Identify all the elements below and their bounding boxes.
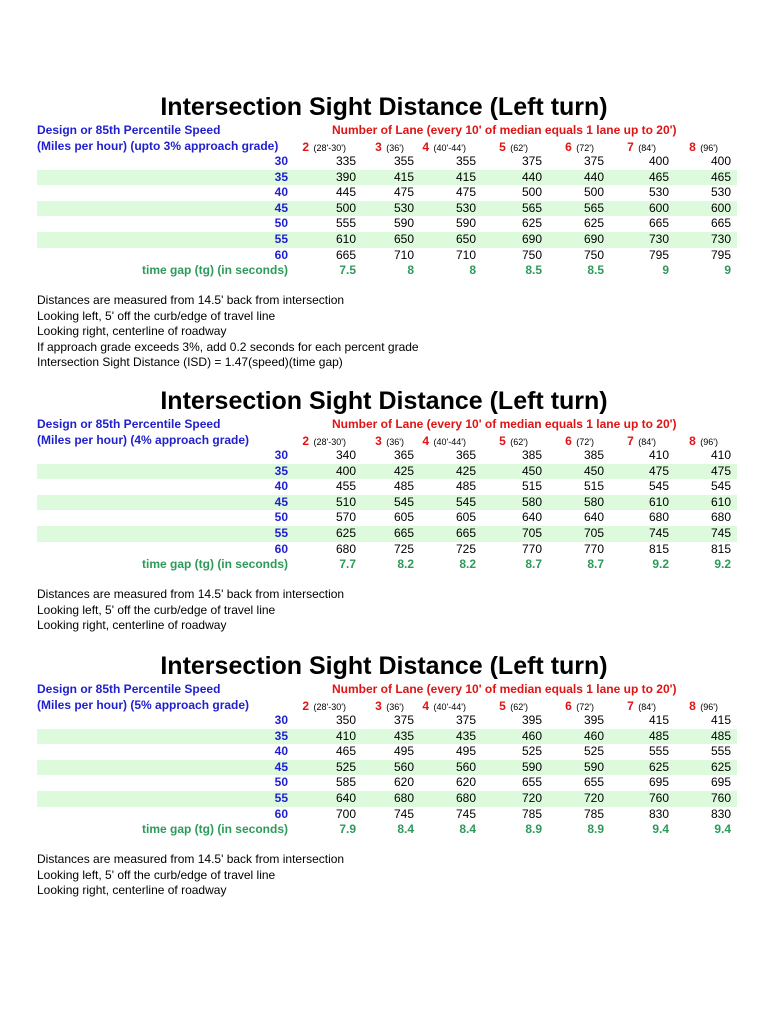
lane-number: 3 <box>375 699 382 713</box>
distance-cell: 515 <box>583 479 604 494</box>
distance-cell: 745 <box>648 525 669 540</box>
time-gap-cell: 8.7 <box>525 557 542 572</box>
distance-cell: 440 <box>583 169 604 184</box>
distance-cell: 455 <box>335 479 356 494</box>
distance-cell: 545 <box>393 494 414 509</box>
speed-value: 55 <box>274 525 288 540</box>
distance-cell: 570 <box>335 510 356 525</box>
speed-value: 45 <box>274 494 288 509</box>
distance-cell: 665 <box>648 216 669 231</box>
distance-cell: 410 <box>710 448 731 462</box>
distance-cell: 390 <box>335 169 356 184</box>
time-gap-row <box>37 263 737 279</box>
distance-cell: 385 <box>583 448 604 462</box>
distance-cell: 680 <box>393 790 414 805</box>
lane-width: (62') <box>510 143 528 153</box>
distance-cell: 355 <box>393 154 414 168</box>
lane-number: 7 <box>627 699 634 713</box>
table-row <box>37 526 737 542</box>
section-title: Intersection Sight Distance (Left turn) <box>160 93 608 121</box>
table-row <box>37 464 737 480</box>
lane-number: 5 <box>499 699 506 713</box>
distance-cell: 475 <box>393 185 414 200</box>
distance-cell: 555 <box>335 216 356 231</box>
lane-width: (84') <box>638 143 656 153</box>
distance-cell: 680 <box>455 790 476 805</box>
distance-table <box>37 448 737 573</box>
distance-cell: 730 <box>648 231 669 246</box>
distance-cell: 730 <box>710 231 731 246</box>
distance-cell: 475 <box>455 185 476 200</box>
distance-cell: 705 <box>521 525 542 540</box>
lane-width: (72') <box>576 143 594 153</box>
lane-count-header: Number of Lane (every 10' of median equals 1 lane up to 20') <box>332 123 677 137</box>
time-gap-row <box>37 557 737 573</box>
note-line: If approach grade exceeds 3%, add 0.2 seconds for each percent grade <box>37 339 419 354</box>
distance-cell: 410 <box>648 448 669 462</box>
speed-value: 50 <box>274 216 288 231</box>
distance-cell: 545 <box>648 479 669 494</box>
note-line: Intersection Sight Distance (ISD) = 1.47(speed)(time gap) <box>37 355 343 369</box>
lane-width: (96') <box>700 143 718 153</box>
distance-cell: 590 <box>583 759 604 774</box>
distance-cell: 605 <box>393 510 414 525</box>
lane-number: 7 <box>627 140 634 154</box>
distance-cell: 560 <box>455 759 476 774</box>
notes <box>37 852 344 899</box>
distance-cell: 495 <box>455 744 476 759</box>
distance-cell: 700 <box>335 806 356 821</box>
table-row <box>37 760 737 776</box>
distance-table <box>37 713 737 838</box>
distance-cell: 785 <box>583 806 604 821</box>
distance-cell: 725 <box>393 541 414 556</box>
speed-value: 60 <box>274 806 288 821</box>
distance-cell: 610 <box>648 494 669 509</box>
distance-cell: 530 <box>455 200 476 215</box>
distance-cell: 395 <box>583 713 604 727</box>
distance-cell: 515 <box>521 479 542 494</box>
distance-cell: 665 <box>393 525 414 540</box>
table-row <box>37 744 737 760</box>
speed-value: 35 <box>274 463 288 478</box>
distance-cell: 705 <box>583 525 604 540</box>
lane-width: (40'-44') <box>433 437 466 447</box>
speed-label: Design or 85th Percentile Speed <box>37 682 221 696</box>
time-gap-cell: 8 <box>469 263 476 278</box>
note-line: Looking left, 5' off the curb/edge of travel line <box>37 602 276 617</box>
time-gap-cell: 9 <box>662 263 669 278</box>
distance-cell: 415 <box>710 713 731 727</box>
distance-table <box>37 154 737 279</box>
distance-cell: 830 <box>710 806 731 821</box>
distance-cell: 785 <box>521 806 542 821</box>
lane-width: (36') <box>386 702 404 712</box>
distance-cell: 610 <box>335 231 356 246</box>
speed-value: 40 <box>274 185 288 200</box>
table-row <box>37 542 737 558</box>
grade-label: (Miles per hour) (upto 3% approach grade) <box>37 139 279 153</box>
lane-number: 3 <box>375 434 382 448</box>
time-gap-cell: 8.9 <box>587 822 604 837</box>
distance-cell: 795 <box>710 247 731 262</box>
table-row <box>37 185 737 201</box>
speed-value: 30 <box>274 154 288 168</box>
distance-cell: 655 <box>583 775 604 790</box>
speed-value: 55 <box>274 790 288 805</box>
distance-cell: 625 <box>521 216 542 231</box>
lane-number: 8 <box>689 140 696 154</box>
distance-cell: 475 <box>648 463 669 478</box>
distance-cell: 560 <box>393 759 414 774</box>
time-gap-cell: 8.4 <box>397 822 414 837</box>
distance-cell: 545 <box>710 479 731 494</box>
lane-number: 2 <box>302 434 310 448</box>
distance-cell: 460 <box>583 728 604 743</box>
distance-cell: 500 <box>521 185 542 200</box>
time-gap-cell: 9.4 <box>652 822 669 837</box>
grade-label: (Miles per hour) (4% approach grade) <box>37 433 250 447</box>
distance-cell: 375 <box>455 713 476 727</box>
distance-cell: 720 <box>521 790 542 805</box>
lane-width: (28'-30') <box>313 437 346 447</box>
table-row <box>37 154 737 170</box>
note-line: Looking right, centerline of roadway <box>37 618 227 632</box>
distance-cell: 485 <box>710 728 731 743</box>
time-gap-cell: 8.2 <box>459 557 476 572</box>
distance-cell: 465 <box>648 169 669 184</box>
distance-cell: 590 <box>521 759 542 774</box>
time-gap-label: time gap (tg) (in seconds) <box>141 557 288 572</box>
section-title: Intersection Sight Distance (Left turn) <box>160 652 608 680</box>
distance-cell: 525 <box>335 759 356 774</box>
distance-cell: 640 <box>583 510 604 525</box>
distance-cell: 695 <box>710 775 731 790</box>
time-gap-cell: 8.4 <box>459 822 476 837</box>
distance-cell: 435 <box>393 728 414 743</box>
distance-cell: 680 <box>648 510 669 525</box>
lane-number: 3 <box>375 140 382 154</box>
distance-cell: 410 <box>335 728 356 743</box>
lane-width: (96') <box>700 702 718 712</box>
speed-label: Design or 85th Percentile Speed <box>37 417 221 431</box>
table-row <box>37 479 737 495</box>
time-gap-cell: 9.2 <box>652 557 669 572</box>
distance-cell: 665 <box>335 247 356 262</box>
time-gap-cell: 8.9 <box>525 822 542 837</box>
distance-cell: 710 <box>393 247 414 262</box>
lane-width: (62') <box>510 437 528 447</box>
distance-cell: 365 <box>393 448 414 462</box>
time-gap-cell: 7.5 <box>339 263 356 278</box>
lane-number: 7 <box>627 434 634 448</box>
time-gap-cell: 7.9 <box>339 822 356 837</box>
lane-width: (36') <box>386 437 404 447</box>
lane-number: 6 <box>565 434 572 448</box>
distance-cell: 335 <box>335 154 356 168</box>
lane-width: (40'-44') <box>433 702 466 712</box>
table-row <box>37 713 737 729</box>
lane-width: (84') <box>638 437 656 447</box>
distance-cell: 625 <box>335 525 356 540</box>
speed-value: 40 <box>274 479 288 494</box>
distance-cell: 690 <box>521 231 542 246</box>
lane-width: (72') <box>576 437 594 447</box>
distance-cell: 425 <box>393 463 414 478</box>
distance-cell: 580 <box>583 494 604 509</box>
speed-value: 50 <box>274 510 288 525</box>
lane-width: (28'-30') <box>313 143 346 153</box>
time-gap-label: time gap (tg) (in seconds) <box>141 822 288 837</box>
distance-cell: 625 <box>583 216 604 231</box>
lane-width: (28'-30') <box>313 702 346 712</box>
time-gap-label: time gap (tg) (in seconds) <box>141 263 288 278</box>
note-line: Looking right, centerline of roadway <box>37 883 227 897</box>
distance-cell: 500 <box>583 185 604 200</box>
table-row <box>37 775 737 791</box>
section-title: Intersection Sight Distance (Left turn) <box>160 387 608 415</box>
table-row <box>37 232 737 248</box>
lane-number: 8 <box>689 434 696 448</box>
distance-cell: 465 <box>710 169 731 184</box>
distance-cell: 745 <box>710 525 731 540</box>
distance-cell: 745 <box>455 806 476 821</box>
distance-cell: 565 <box>521 200 542 215</box>
distance-cell: 435 <box>455 728 476 743</box>
distance-cell: 530 <box>648 185 669 200</box>
lane-width: (84') <box>638 702 656 712</box>
note-line: Looking left, 5' off the curb/edge of travel line <box>37 308 276 323</box>
distance-cell: 510 <box>335 494 356 509</box>
distance-cell: 620 <box>455 775 476 790</box>
distance-cell: 640 <box>335 790 356 805</box>
distance-cell: 365 <box>455 448 476 462</box>
lane-number: 5 <box>499 140 506 154</box>
table-row <box>37 448 737 464</box>
table-row <box>37 170 737 186</box>
distance-cell: 375 <box>393 713 414 727</box>
distance-cell: 750 <box>583 247 604 262</box>
lane-number: 4 <box>422 140 430 154</box>
table-row <box>37 216 737 232</box>
distance-cell: 485 <box>393 479 414 494</box>
table-row <box>37 807 737 823</box>
distance-cell: 415 <box>455 169 476 184</box>
distance-cell: 710 <box>455 247 476 262</box>
time-gap-cell: 8 <box>407 263 414 278</box>
distance-cell: 695 <box>648 775 669 790</box>
speed-value: 45 <box>274 759 288 774</box>
time-gap-cell: 8.5 <box>587 263 604 278</box>
distance-cell: 525 <box>583 744 604 759</box>
distance-cell: 830 <box>648 806 669 821</box>
speed-value: 50 <box>274 775 288 790</box>
distance-cell: 770 <box>521 541 542 556</box>
distance-cell: 590 <box>455 216 476 231</box>
distance-cell: 375 <box>583 154 604 168</box>
distance-cell: 485 <box>648 728 669 743</box>
note-line: Looking right, centerline of roadway <box>37 324 227 338</box>
distance-cell: 545 <box>455 494 476 509</box>
distance-cell: 625 <box>648 759 669 774</box>
distance-cell: 475 <box>710 463 731 478</box>
table-row <box>37 510 737 526</box>
lane-number: 4 <box>422 699 430 713</box>
lane-width: (40'-44') <box>433 143 466 153</box>
distance-cell: 815 <box>710 541 731 556</box>
lane-number: 4 <box>422 434 430 448</box>
time-gap-cell: 8.7 <box>587 557 604 572</box>
time-gap-cell: 9.4 <box>714 822 731 837</box>
table-row <box>37 248 737 264</box>
distance-cell: 600 <box>710 200 731 215</box>
distance-cell: 650 <box>393 231 414 246</box>
speed-value: 35 <box>274 169 288 184</box>
distance-cell: 680 <box>710 510 731 525</box>
lane-number: 8 <box>689 699 696 713</box>
distance-cell: 385 <box>521 448 542 462</box>
distance-cell: 565 <box>583 200 604 215</box>
distance-cell: 625 <box>710 759 731 774</box>
time-gap-cell: 8.5 <box>525 263 542 278</box>
distance-cell: 720 <box>583 790 604 805</box>
distance-cell: 445 <box>335 185 356 200</box>
notes <box>37 293 419 371</box>
distance-cell: 640 <box>521 510 542 525</box>
lane-width: (96') <box>700 437 718 447</box>
distance-cell: 665 <box>455 525 476 540</box>
distance-cell: 580 <box>521 494 542 509</box>
distance-cell: 440 <box>521 169 542 184</box>
time-gap-cell: 8.2 <box>397 557 414 572</box>
distance-cell: 795 <box>648 247 669 262</box>
speed-value: 55 <box>274 231 288 246</box>
lane-count-header: Number of Lane (every 10' of median equals 1 lane up to 20') <box>332 682 677 696</box>
distance-cell: 745 <box>393 806 414 821</box>
lane-number: 6 <box>565 699 572 713</box>
distance-cell: 655 <box>521 775 542 790</box>
note-line: Distances are measured from 14.5' back from intersection <box>37 587 345 601</box>
speed-value: 35 <box>274 728 288 743</box>
lane-number: 5 <box>499 434 506 448</box>
distance-cell: 750 <box>521 247 542 262</box>
distance-cell: 725 <box>455 541 476 556</box>
distance-cell: 375 <box>521 154 542 168</box>
distance-cell: 450 <box>583 463 604 478</box>
lane-count-header: Number of Lane (every 10' of median equals 1 lane up to 20') <box>332 417 677 431</box>
distance-cell: 350 <box>335 713 356 727</box>
distance-cell: 650 <box>455 231 476 246</box>
speed-value: 40 <box>274 744 288 759</box>
lane-number: 6 <box>565 140 572 154</box>
distance-cell: 500 <box>335 200 356 215</box>
distance-cell: 690 <box>583 231 604 246</box>
lane-width: (36') <box>386 143 404 153</box>
distance-cell: 770 <box>583 541 604 556</box>
speed-value: 45 <box>274 200 288 215</box>
distance-cell: 395 <box>521 713 542 727</box>
distance-cell: 555 <box>648 744 669 759</box>
distance-cell: 610 <box>710 494 731 509</box>
distance-cell: 760 <box>710 790 731 805</box>
distance-cell: 665 <box>710 216 731 231</box>
distance-cell: 600 <box>648 200 669 215</box>
speed-value: 30 <box>274 713 288 727</box>
speed-label: Design or 85th Percentile Speed <box>37 123 221 137</box>
time-gap-cell: 9 <box>724 263 731 278</box>
distance-cell: 355 <box>455 154 476 168</box>
distance-cell: 415 <box>648 713 669 727</box>
distance-cell: 485 <box>455 479 476 494</box>
note-line: Distances are measured from 14.5' back from intersection <box>37 293 345 307</box>
distance-cell: 400 <box>335 463 356 478</box>
note-line: Distances are measured from 14.5' back from intersection <box>37 852 345 866</box>
distance-cell: 415 <box>393 169 414 184</box>
distance-cell: 400 <box>648 154 669 168</box>
time-gap-row <box>37 822 737 838</box>
lane-number: 2 <box>302 140 310 154</box>
distance-cell: 400 <box>710 154 731 168</box>
lane-width: (62') <box>510 702 528 712</box>
speed-value: 60 <box>274 247 288 262</box>
time-gap-cell: 9.2 <box>714 557 731 572</box>
distance-cell: 530 <box>710 185 731 200</box>
speed-value: 30 <box>274 448 288 462</box>
distance-cell: 590 <box>393 216 414 231</box>
lane-number: 2 <box>302 699 310 713</box>
table-row <box>37 201 737 217</box>
distance-cell: 620 <box>393 775 414 790</box>
distance-cell: 450 <box>521 463 542 478</box>
table-row <box>37 791 737 807</box>
speed-value: 60 <box>274 541 288 556</box>
lane-width: (72') <box>576 702 594 712</box>
distance-cell: 555 <box>710 744 731 759</box>
distance-cell: 425 <box>455 463 476 478</box>
distance-cell: 815 <box>648 541 669 556</box>
distance-cell: 460 <box>521 728 542 743</box>
table-row <box>37 729 737 745</box>
distance-cell: 530 <box>393 200 414 215</box>
distance-cell: 465 <box>335 744 356 759</box>
time-gap-cell: 7.7 <box>339 557 356 572</box>
distance-cell: 495 <box>393 744 414 759</box>
distance-cell: 605 <box>455 510 476 525</box>
distance-cell: 760 <box>648 790 669 805</box>
distance-cell: 585 <box>335 775 356 790</box>
note-line: Looking left, 5' off the curb/edge of travel line <box>37 867 276 882</box>
grade-label: (Miles per hour) (5% approach grade) <box>37 698 250 712</box>
distance-cell: 340 <box>335 448 356 462</box>
distance-cell: 525 <box>521 744 542 759</box>
table-row <box>37 495 737 511</box>
distance-cell: 680 <box>335 541 356 556</box>
notes <box>37 587 344 634</box>
